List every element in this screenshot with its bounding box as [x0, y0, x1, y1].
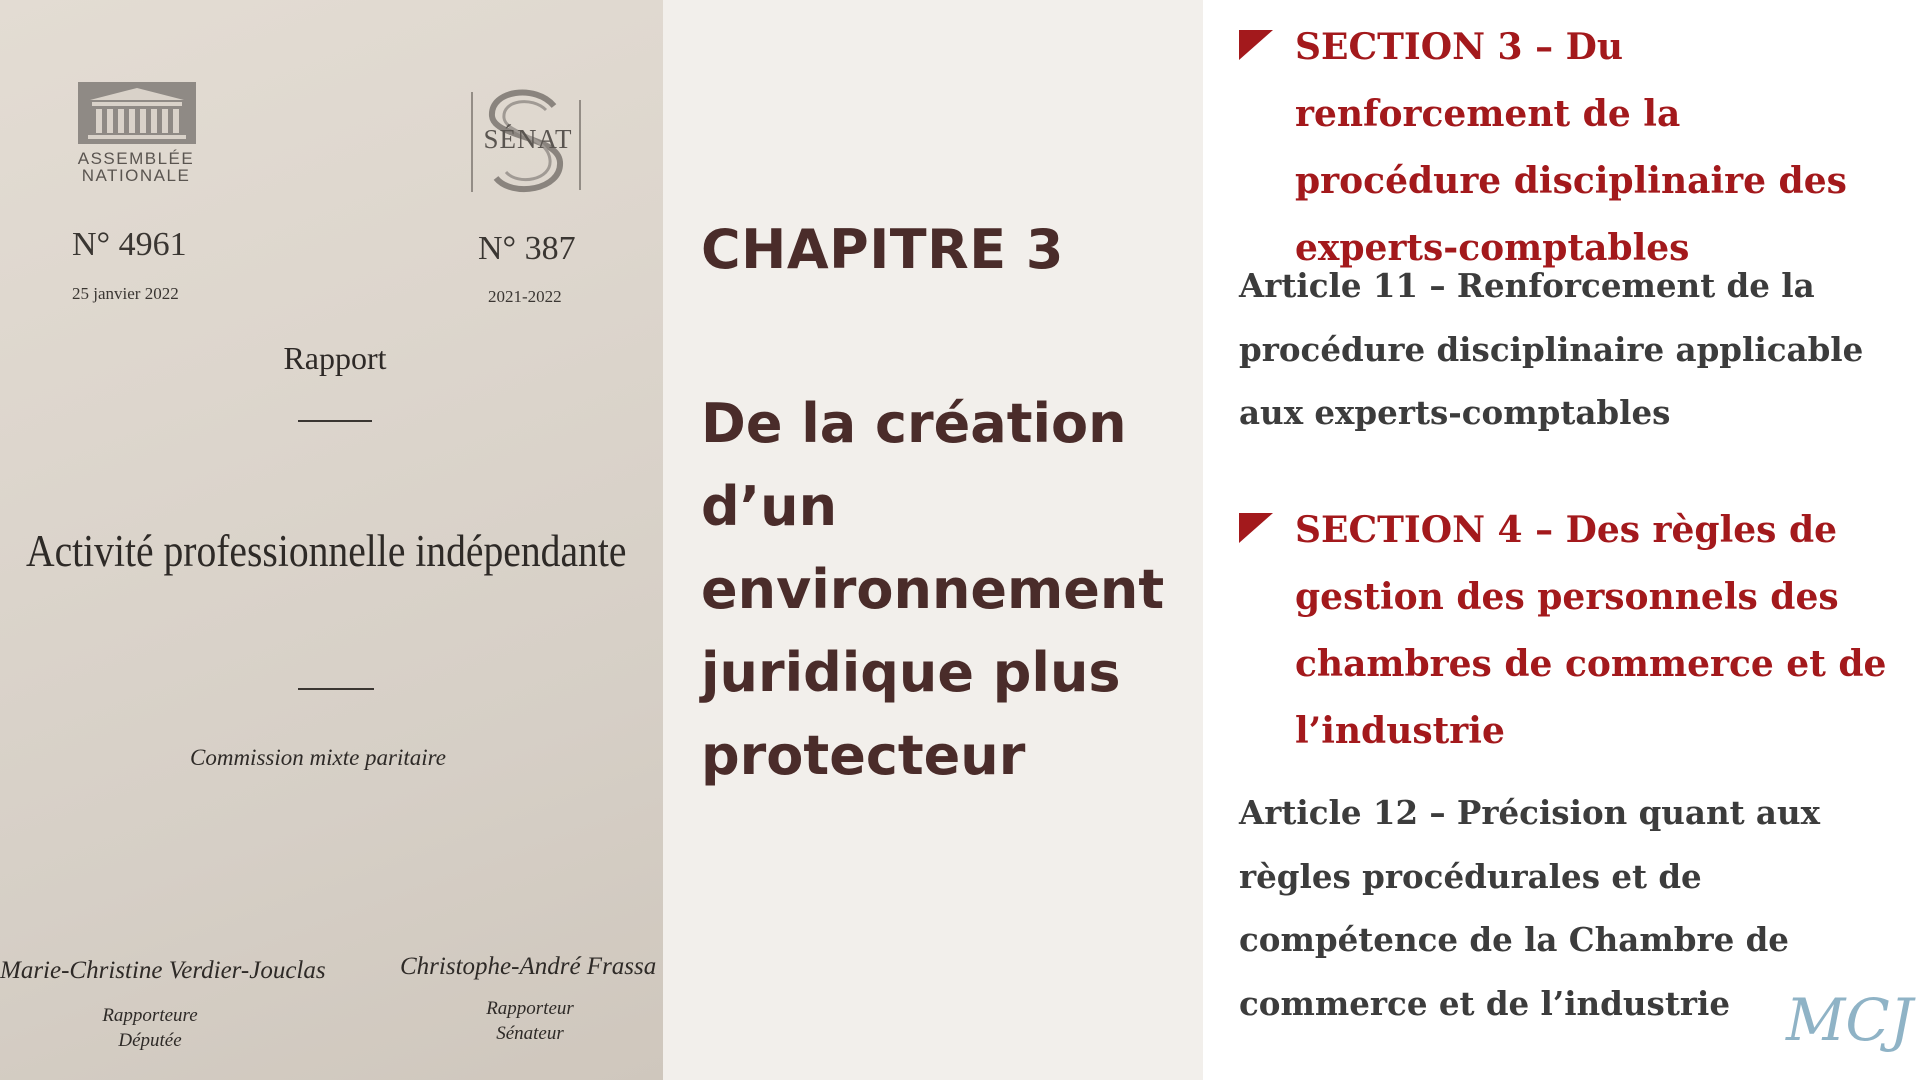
rapporteur-1-name: Marie-Christine Verdier-Jouclas — [0, 957, 326, 984]
report-cover-image — [0, 0, 663, 1080]
divider — [298, 688, 374, 690]
section-3-title: SECTION 3 – Du renforcement de la procédure disciplinaire des experts-comptables — [1295, 26, 1847, 269]
assemblee-nationale-label: ASSEMBLÉE NATIONALE — [77, 149, 195, 185]
article-11: Article 11 – Renforcement de la procédure disciplinaire applicable aux experts-comptables — [1239, 266, 1864, 432]
document-type: Rapport — [283, 340, 387, 376]
assemblee-nationale-logo — [78, 82, 196, 144]
section-4-title: SECTION 4 – Des règles de gestion des personnels des chambres de commerce et de l’industrie — [1295, 509, 1887, 752]
senat-report-number: N° 387 — [478, 230, 576, 267]
senat-session: 2021-2022 — [488, 287, 562, 306]
chapter-title: De la création d’un environnement juridique plus protecteur — [701, 392, 1165, 787]
article-12: Article 12 – Précision quant aux règles procédurales et de compétence de la Chambre de commerce et de l’industrie — [1239, 793, 1821, 1023]
red-triangle-flag-icon — [1239, 30, 1273, 60]
chapter-label: CHAPITRE 3 — [701, 218, 1064, 281]
an-report-date: 25 janvier 2022 — [72, 284, 179, 303]
rapporteur-2-role: Rapporteur Sénateur — [486, 998, 574, 1044]
report-subject: Activité professionnelle indépendante — [26, 526, 627, 576]
mcj-monogram-logo — [1780, 978, 1920, 1060]
senat-label: SÉNAT — [483, 124, 573, 154]
rapporteur-2-name: Christophe-André Frassa — [400, 953, 657, 980]
an-report-number: N° 4961 — [72, 226, 187, 263]
chapter-panel — [663, 0, 1203, 1080]
senat-logo — [466, 82, 586, 206]
content-panel — [1203, 0, 1920, 1080]
red-triangle-flag-icon — [1239, 513, 1273, 543]
commission-label: Commission mixte paritaire — [190, 745, 446, 770]
rapporteur-1-role: Rapporteure Députée — [102, 1005, 198, 1051]
divider — [298, 420, 372, 422]
monogram-text: MCJ — [1786, 986, 1914, 1054]
